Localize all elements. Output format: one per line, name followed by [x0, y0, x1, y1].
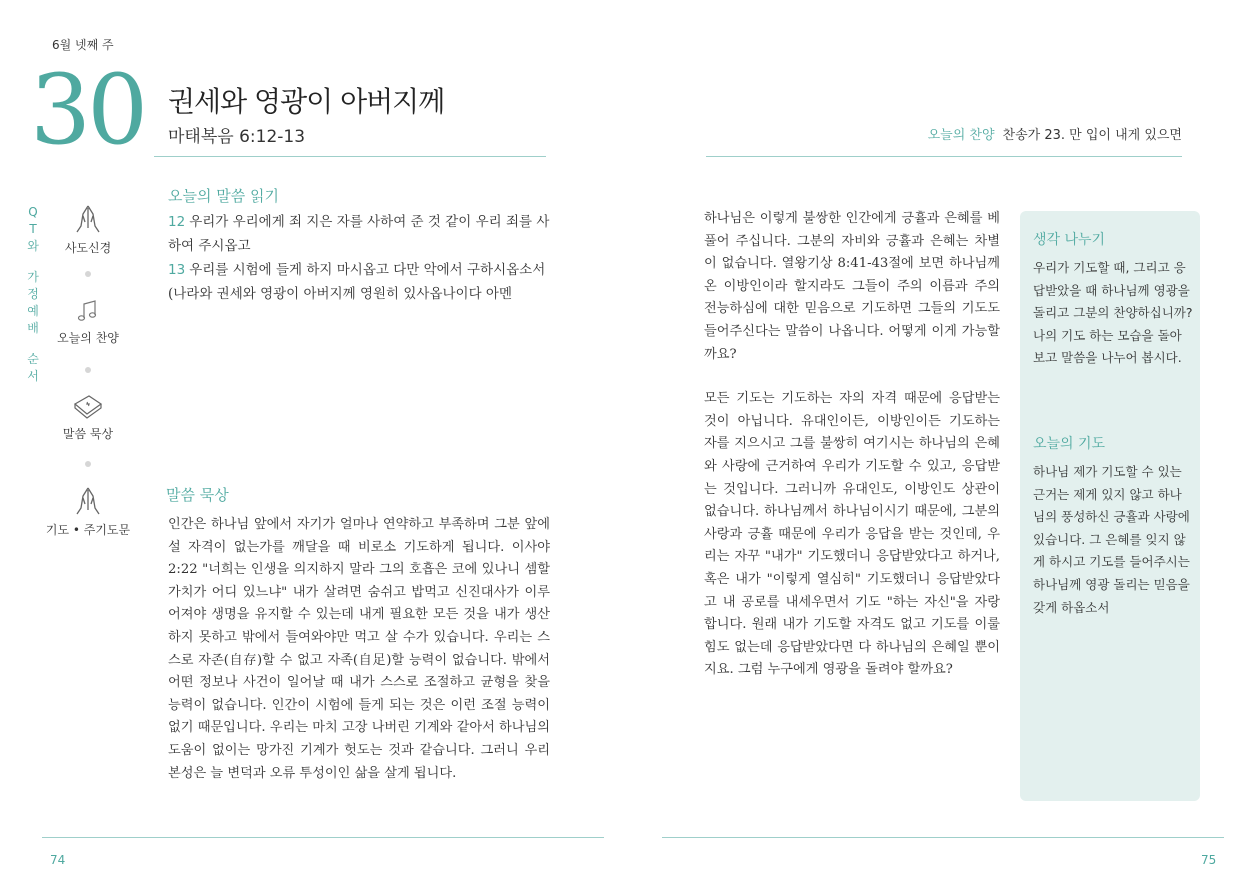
- verse-number: 12: [168, 214, 186, 230]
- share-text: 우리가 기도할 때, 그리고 응답받았을 때 하나님께 영광을 돌리고 그분의 찬양하십니까? 나의 기도 하는 모습을 돌아보고 말씀을 나누어 봅시다.: [1033, 260, 1193, 366]
- verse-13: [168, 258, 550, 306]
- footer-rule-right: [662, 837, 1224, 838]
- sidebar-item-label: 기도 • 주기도문: [45, 523, 131, 537]
- meditation-text-right: [704, 208, 1000, 704]
- hymn-label: 오늘의 찬양: [927, 128, 995, 143]
- sidebar-item-apostles-creed: [28, 204, 148, 256]
- verse-number: 13: [168, 262, 186, 278]
- sidebar-item-label: 오늘의 찬양: [57, 331, 119, 345]
- sidebar-item-hymn: [28, 298, 148, 346]
- page-title: 권세와 영광이 아버지께: [168, 85, 445, 118]
- meditation-heading: 말씀 묵상: [166, 486, 229, 504]
- week-label: 6월 넷째 주: [52, 38, 114, 52]
- reading-heading: 오늘의 말씀 읽기: [168, 187, 279, 205]
- sidebar-item-label: 말씀 묵상: [62, 427, 114, 441]
- paragraph: 모든 기도는 기도하는 자의 자격 때문에 응답받는 것이 아닙니다. 유대인이든, 이방인이든 기도하는 자를 지으시고 그를 불쌍히 여기시는 하나님의 은혜와 사랑에 근거하여 우리가 기도할 수 있고, 응답받는 것입니다. 그러니까 유대인도, 이방인도 상관이 없습니다. 하나님께서 하나님이시기 때문에, 그분의 사랑과 긍휼 때문에 우리가 응답을 받는 것인데, 우리는 자꾸 "내가" 기도했더니 응답받았다고 하거나, 혹은 내가 "이렇게 열심히" 기도했더니 응답받았다고 내 공로를 내세우면서 기도 "하는 자신"을 자랑합니다. 원래 내가 기도할 자격도 없고 기도를 이룰 힘도 없는데 응답받았다면 다 하나님의 은혜일 뿐이지요. 그럼 누구에게 영광을 돌려야 할까요?: [704, 391, 1000, 678]
- vertical-section-label: Q T 와 가 정 예 배 순 서: [27, 205, 39, 383]
- sidebar-item-meditation: [28, 392, 148, 442]
- hymn-info: [928, 124, 1182, 143]
- music-note-icon: [28, 298, 148, 327]
- day-number: 30: [30, 54, 145, 166]
- divider-dot: [85, 461, 91, 467]
- prayer-heading: 오늘의 기도: [1033, 436, 1106, 452]
- hymn-text: 찬송가 23. 만 입이 내게 있으면: [1002, 128, 1182, 143]
- verse-12: [168, 210, 550, 258]
- paragraph: 하나님은 이렇게 불쌍한 인간에게 긍휼과 은혜를 베풀어 주십니다. 그분의 자비와 긍휼과 은혜는 차별이 없습니다. 열왕기상 8:41-43절에 보면 하나님께 온 이방인이라 할지라도 그들이 주의 이름과 주의 전능하심에 대한 믿음으로 기도하면 그들의 기도도 들어주신다는 말씀이 나옵니다. 어떻게 이게 가능할까요?: [704, 211, 1000, 362]
- divider-dot: [85, 271, 91, 277]
- verse-text: 우리가 우리에게 죄 지은 자를 사하여 준 것 같이 우리 죄를 사하여 주시옵고: [168, 214, 550, 254]
- divider-dot: [85, 367, 91, 373]
- sidebar-item-label: 사도신경: [64, 241, 112, 255]
- page-number-right: 75: [1201, 853, 1217, 867]
- meditation-text-left: 인간은 하나님 앞에서 자기가 얼마나 연약하고 부족하며 그분 앞에 설 자격이 없는가를 깨달을 때 비로소 기도하게 됩니다. 이사야 2:22 "너희는 인생을 의지하지 말라 그의 호흡은 코에 있나니 셈할 가치가 어디 있느냐" 내가 살려면 숨쉬고 밥먹고 신진대사가 이루어져야 생명을 유지할 수 있는데 내게 필요한 모든 것을 내가 생산하지 못하고 밖에서 들여와야만 먹고 살 수가 있습니다. 우리는 스스로 자존(自存)할 수 없고 자족(自足)할 능력이 없습니다. 밖에서 어떤 정보나 사건이 일어날 때 내가 스스로 조절하고 균형을 찾을 능력이 없습니다. 인간이 시험에 들게 되는 것은 이런 조절 능력이 없기 때문입니다. 우리는 마치 고장 나버린 기계와 같아서 하나님의 도움이 없이는 망가진 기계가 헛도는 것과 같습니다. 그러니 우리 본성은 늘 변덕과 오류 투성이인 삶을 살게 됩니다.: [168, 517, 550, 781]
- discussion-box: [1020, 211, 1200, 801]
- header-rule-right: [706, 156, 1182, 157]
- page-number-left: 74: [50, 853, 66, 867]
- scripture-reference: 마태복음 6:12-13: [168, 127, 306, 147]
- bible-icon: [28, 392, 148, 423]
- header-rule-left: [154, 156, 546, 157]
- footer-rule-left: [42, 837, 604, 838]
- praying-hands-icon: [28, 204, 148, 237]
- share-heading: 생각 나누기: [1033, 232, 1106, 248]
- praying-hands-icon: [28, 486, 148, 519]
- prayer-text: 하나님 제가 기도할 수 있는 근거는 제게 있지 않고 하나님의 풍성하신 긍휼과 사랑에 있습니다. 그 은혜를 잊지 않게 하시고 기도를 들어주시는 하나님께 영광 돌리는 믿음을 갖게 하옵소서: [1033, 464, 1190, 615]
- verse-text: 우리를 시험에 들게 하지 마시옵고 다만 악에서 구하시옵소서 (나라와 권세와 영광이 아버지께 영원히 있사옵나이다 아멘: [168, 262, 546, 302]
- sidebar-item-prayer: [28, 486, 148, 538]
- verse-list: [168, 210, 550, 306]
